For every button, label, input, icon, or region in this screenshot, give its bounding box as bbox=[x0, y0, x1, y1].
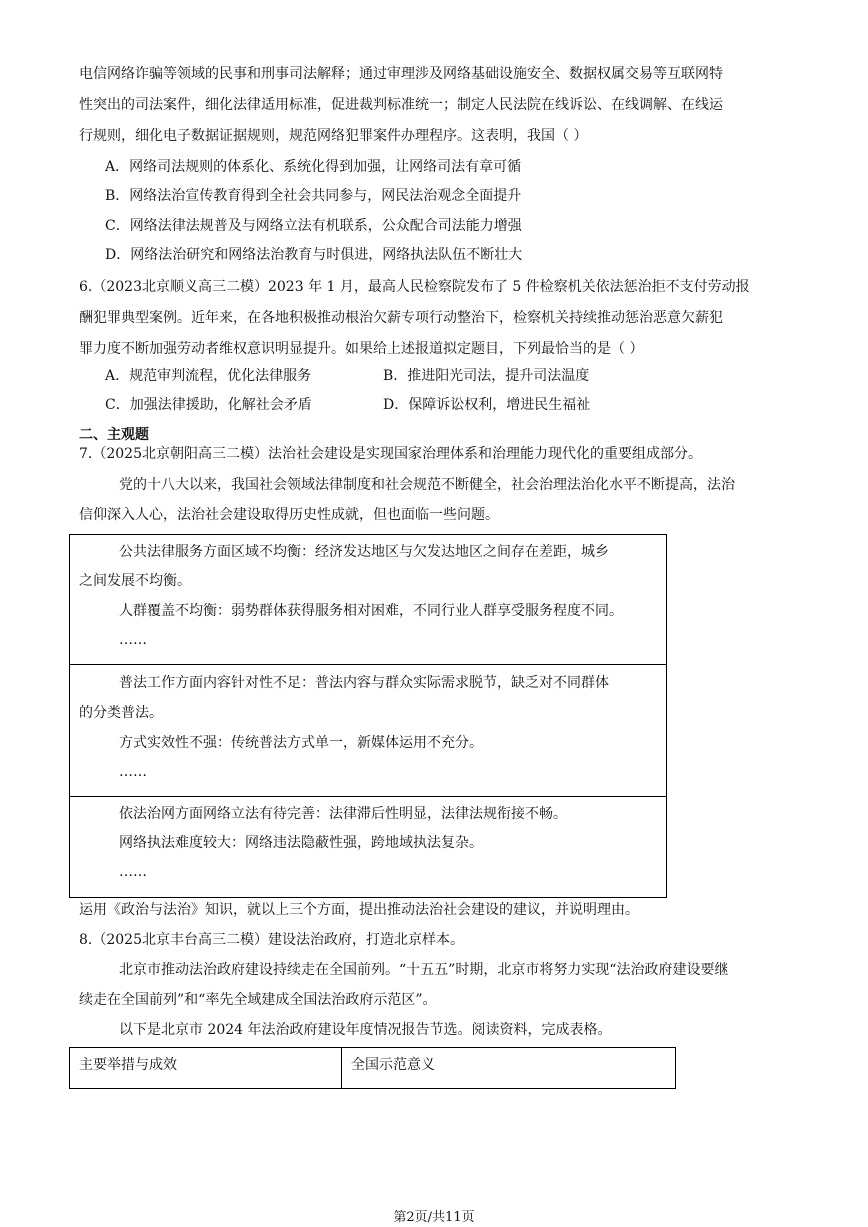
q8-table-column-divider bbox=[341, 1047, 342, 1089]
section-heading: 二、主观题 bbox=[79, 427, 149, 443]
q8-para-line-2: 续走在全国前列”和“率先全域建成全国法治政府示范区”。 bbox=[79, 992, 437, 1008]
q7-intro-line-2: 信仰深入人心，法治社会建设取得历史性成就，但也面临一些问题。 bbox=[79, 507, 499, 523]
q5-stem-line-1: 电信网络诈骗等领域的民事和刑事司法解释；通过审理涉及网络基础设施安全、数据权属交易等互联网特 bbox=[79, 66, 723, 82]
q7-box3-ellipsis: …… bbox=[119, 864, 147, 880]
q6-stem-line-1: 6.（2023北京顺义高三二模）2023 年 1 月，最高人民检察院发布了 5 件检察机关依法惩治拒不支付劳动报 bbox=[79, 279, 750, 295]
q7-box1-line-3: 人群覆盖不均衡：弱势群体获得服务相对困难，不同行业人群享受服务程度不同。 bbox=[119, 603, 623, 619]
q8-title: 8.（2025北京丰台高三二模）建设法治政府，打造北京样本。 bbox=[79, 932, 464, 948]
q7-box-divider-2 bbox=[69, 796, 667, 797]
q7-box3-line-1: 依法治网方面网络立法有待完善：法律滞后性明显，法律法规衔接不畅。 bbox=[119, 806, 567, 822]
q6-option-c: C．加强法律援助，化解社会矛盾 bbox=[105, 397, 312, 413]
q7-box2-line-3: 方式实效性不强：传统普法方式单一，新媒体运用不充分。 bbox=[119, 735, 483, 751]
q5-option-d: D．网络法治研究和网络法治教育与时俱进，网络执法队伍不断壮大 bbox=[105, 247, 523, 263]
q7-box3-line-2: 网络执法难度较大：网络违法隐蔽性强，跨地域执法复杂。 bbox=[119, 835, 483, 851]
q7-question: 运用《政治与法治》知识，就以上三个方面，提出推动法治社会建设的建议，并说明理由。 bbox=[79, 902, 639, 918]
q8-table-header-measures: 主要举措与成效 bbox=[79, 1057, 177, 1073]
q7-box2-line-2: 的分类普法。 bbox=[79, 705, 163, 721]
q8-para-line-1: 北京市推动法治政府建设持续走在全国前列。“十五五”时期，北京市将努力实现“法治政府建设要继 bbox=[119, 962, 729, 978]
page-number-footer: 第2页/共11页 bbox=[393, 1210, 475, 1225]
q7-intro-line-1: 党的十八大以来，我国社会领域法律制度和社会规范不断健全，社会治理法治化水平不断提高，法治 bbox=[119, 477, 735, 493]
q8-para-line-3: 以下是北京市 2024 年法治政府建设年度情况报告节选。阅读资料，完成表格。 bbox=[119, 1022, 612, 1038]
q7-title: 7.（2025北京朝阳高三二模）法治社会建设是实现国家治理体系和治理能力现代化的重要组成部分。 bbox=[79, 446, 702, 462]
q6-option-b: B．推进阳光司法，提升司法温度 bbox=[383, 368, 590, 384]
q7-box1-line-1: 公共法律服务方面区域不均衡：经济发达地区与欠发达地区之间存在差距，城乡 bbox=[119, 544, 609, 560]
q7-box1-ellipsis: …… bbox=[119, 632, 147, 648]
q7-box-divider-1 bbox=[69, 664, 667, 665]
q6-stem-line-3: 罪力度不断加强劳动者维权意识明显提升。如果给上述报道拟定题目，下列最恰当的是（ ） bbox=[79, 341, 644, 357]
q5-stem-line-2: 性突出的司法案件，细化法律适用标准，促进裁判标准统一；制定人民法院在线诉讼、在线调解、在线运 bbox=[79, 97, 723, 113]
q6-option-a: A．规范审判流程，优化法律服务 bbox=[105, 368, 312, 384]
q6-stem-line-2: 酬犯罪典型案例。近年来，在各地积极推动根治欠薪专项行动整治下，检察机关持续推动惩治恶意欠薪犯 bbox=[79, 310, 723, 326]
q7-box1-line-2: 之间发展不均衡。 bbox=[79, 573, 191, 589]
q6-option-d: D．保障诉讼权利，增进民生福祉 bbox=[383, 397, 591, 413]
q5-stem-line-3: 行规则，细化电子数据证据规则，规范网络犯罪案件办理程序。这表明，我国（ ） bbox=[79, 128, 588, 144]
q8-table-header-significance: 全国示范意义 bbox=[351, 1057, 435, 1073]
q7-box2-ellipsis: …… bbox=[119, 764, 147, 780]
q5-option-b: B．网络法治宣传教育得到全社会共同参与，网民法治观念全面提升 bbox=[105, 188, 522, 204]
q5-option-a: A．网络司法规则的体系化、系统化得到加强，让网络司法有章可循 bbox=[105, 159, 522, 175]
q7-box2-line-1: 普法工作方面内容针对性不足：普法内容与群众实际需求脱节，缺乏对不同群体 bbox=[119, 675, 609, 691]
q5-option-c: C．网络法律法规普及与网络立法有机联系，公众配合司法能力增强 bbox=[105, 218, 522, 234]
